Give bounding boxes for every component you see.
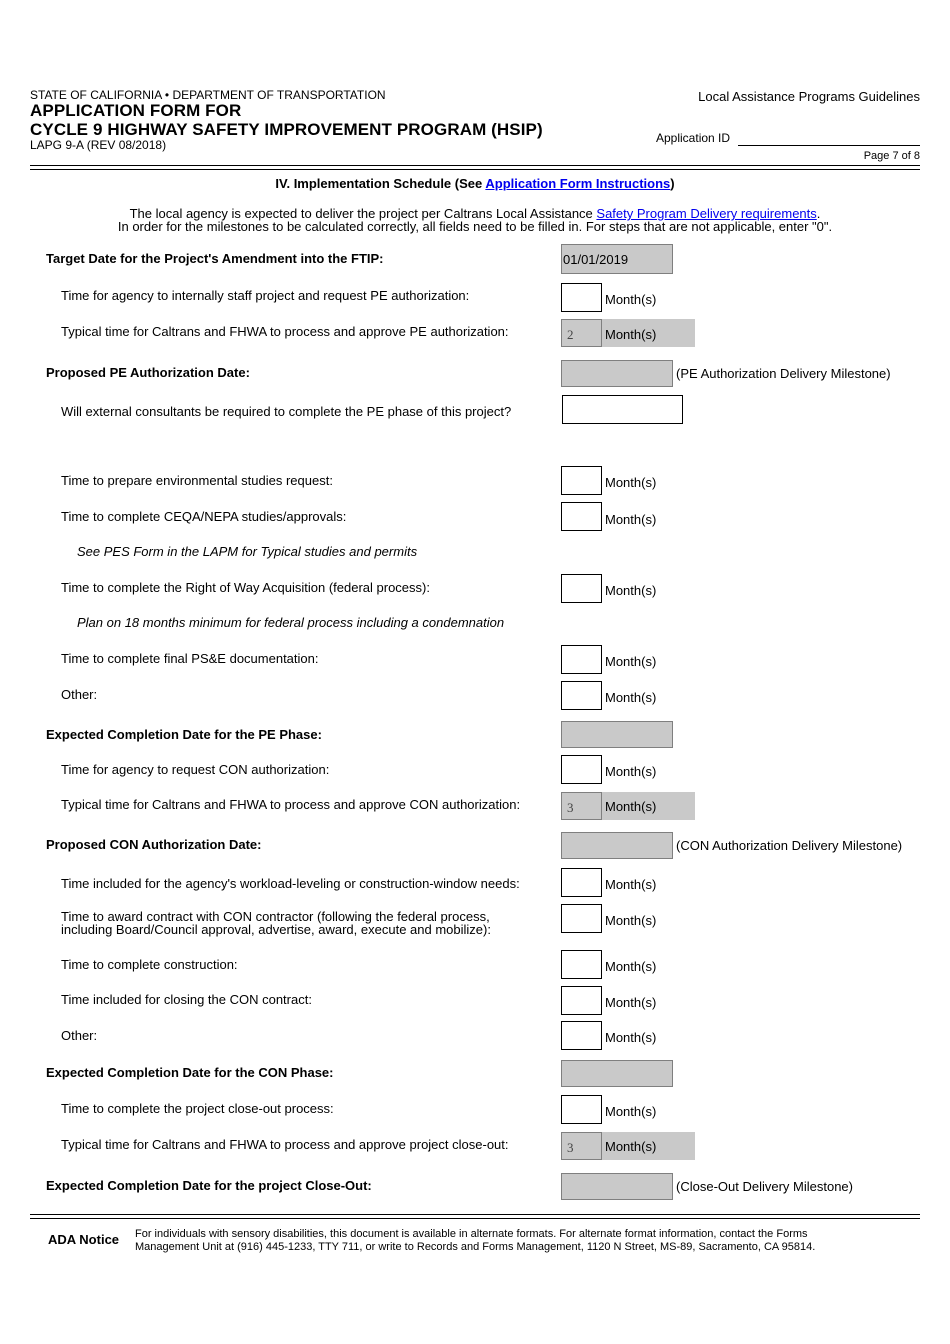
state-department-line: STATE OF CALIFORNIA • DEPARTMENT OF TRANSPORTATION: [30, 88, 386, 102]
intro-line2: In order for the milestones to be calculated correctly, all fields need to be filled in. For steps that are not applicable, enter "0".: [117, 219, 833, 234]
ceqa-input[interactable]: [561, 502, 602, 531]
form-code: LAPG 9-A (REV 08/2018): [30, 138, 167, 152]
ceqa-label: Time to complete CEQA/NEPA studies/approvals:: [61, 509, 347, 524]
award-label-line1: Time to award contract with CON contractor (following the federal process,: [61, 909, 490, 924]
application-id-input[interactable]: [738, 128, 920, 146]
staff-pe-unit: Month(s): [605, 292, 657, 307]
header-rule-bottom: [30, 169, 920, 170]
env-request-input[interactable]: [561, 466, 602, 495]
footer-rule-bottom: [30, 1218, 920, 1219]
row-acquisition-input[interactable]: [561, 574, 602, 603]
footer-rule-top: [30, 1214, 920, 1215]
closeout-process-unit: Month(s): [605, 1104, 657, 1119]
consultants-select[interactable]: [562, 395, 683, 424]
pes-note: See PES Form in the LAPM for Typical studies and permits: [77, 544, 418, 559]
row-acquisition-label: Time to complete the Right of Way Acquisition (federal process):: [61, 580, 430, 595]
intro-line1-period: .: [816, 206, 821, 221]
approve-closeout-unit: Month(s): [605, 1139, 657, 1154]
ceqa-unit: Month(s): [605, 512, 657, 527]
closeout-process-label: Time to complete the project close-out process:: [61, 1101, 334, 1116]
approve-con-label: Typical time for Caltrans and FHWA to process and approve CON authorization:: [61, 797, 521, 812]
pse-label: Time to complete final PS&E documentation:: [61, 651, 319, 666]
construction-unit: Month(s): [605, 959, 657, 974]
pse-input[interactable]: [561, 645, 602, 674]
pe-complete-field: [561, 721, 673, 748]
row-note: Plan on 18 months minimum for federal process including a condemnation: [77, 615, 505, 630]
closeout-milestone: (Close-Out Delivery Milestone): [676, 1179, 853, 1194]
other-pe-input[interactable]: [561, 681, 602, 710]
env-request-unit: Month(s): [605, 475, 657, 490]
closing-con-input[interactable]: [561, 986, 602, 1015]
award-label-line2: including Board/Council approval, advertise, award, execute and mobilize):: [61, 922, 491, 937]
con-complete-label: Expected Completion Date for the CON Phase:: [46, 1065, 334, 1080]
approve-pe-unit: Month(s): [605, 327, 657, 342]
ada-notice-title: ADA Notice: [48, 1232, 120, 1247]
section-title-prefix: IV. Implementation Schedule (See: [275, 176, 486, 191]
approve-con-value: 3: [567, 800, 574, 815]
con-auth-date-label: Proposed CON Authorization Date:: [46, 837, 262, 852]
award-input[interactable]: [561, 904, 602, 933]
other-con-label: Other:: [61, 1028, 98, 1043]
workload-label: Time included for the agency's workload-leveling or construction-window needs:: [61, 876, 520, 891]
delivery-requirements-link[interactable]: Safety Program Delivery requirements: [596, 206, 817, 221]
approve-closeout-field: [561, 1132, 602, 1160]
pe-auth-milestone: (PE Authorization Delivery Milestone): [676, 366, 891, 381]
con-complete-field: [561, 1060, 673, 1087]
con-auth-date-field: [561, 832, 673, 859]
pe-auth-date-field: [561, 360, 673, 387]
approve-closeout-label: Typical time for Caltrans and FHWA to process and approve project close-out:: [61, 1137, 509, 1152]
approve-con-field: [561, 792, 602, 820]
approve-con-unit: Month(s): [605, 799, 657, 814]
closing-con-label: Time included for closing the CON contract:: [61, 992, 312, 1007]
approve-pe-label: Typical time for Caltrans and FHWA to process and approve PE authorization:: [61, 324, 509, 339]
pe-auth-date-label: Proposed PE Authorization Date:: [46, 365, 250, 380]
workload-input[interactable]: [561, 868, 602, 897]
header-rule-top: [30, 165, 920, 166]
application-id-label: Application ID: [656, 131, 731, 145]
pse-unit: Month(s): [605, 654, 657, 669]
env-request-label: Time to prepare environmental studies request:: [61, 473, 333, 488]
award-unit: Month(s): [605, 913, 657, 928]
closing-con-unit: Month(s): [605, 995, 657, 1010]
other-pe-unit: Month(s): [605, 690, 657, 705]
target-date-field[interactable]: 01/01/2019: [561, 244, 673, 274]
approve-closeout-value: 3: [567, 1140, 574, 1155]
staff-pe-label: Time for agency to internally staff project and request PE authorization:: [61, 288, 470, 303]
pe-complete-label: Expected Completion Date for the PE Phase:: [46, 727, 322, 742]
ada-notice-line1: For individuals with sensory disabilities, this document is available in alternate formats. For alternate format information, contact the Forms: [135, 1228, 808, 1240]
other-con-input[interactable]: [561, 1021, 602, 1050]
construction-label: Time to complete construction:: [61, 957, 238, 972]
ada-notice-line2: Management Unit at (916) 445-1233, TTY 711, or write to Records and Forms Management, 1120 N Street, MS-89, Sacramento, CA 95814.: [135, 1241, 816, 1253]
form-title-line1: APPLICATION FORM FOR: [30, 101, 242, 120]
approve-pe-value: 2: [567, 327, 574, 342]
staff-pe-input[interactable]: [561, 283, 602, 312]
row-acquisition-unit: Month(s): [605, 583, 657, 598]
request-con-label: Time for agency to request CON authorization:: [61, 762, 330, 777]
form-title-line2: CYCLE 9 HIGHWAY SAFETY IMPROVEMENT PROGRAM (HSIP): [30, 120, 543, 139]
closeout-process-input[interactable]: [561, 1095, 602, 1124]
construction-input[interactable]: [561, 950, 602, 979]
page-number: Page 7 of 8: [863, 150, 920, 162]
intro-line1-text: The local agency is expected to deliver the project per Caltrans Local Assistance: [129, 206, 597, 221]
closeout-date-label: Expected Completion Date for the project Close-Out:: [46, 1178, 372, 1193]
closeout-date-field: [561, 1173, 673, 1200]
instructions-link[interactable]: Application Form Instructions: [485, 176, 671, 191]
other-pe-label: Other:: [61, 687, 98, 702]
approve-pe-field: [561, 319, 602, 347]
target-date-label: Target Date for the Project's Amendment into the FTIP:: [46, 251, 384, 266]
section-title: [0, 176, 950, 191]
request-con-input[interactable]: [561, 755, 602, 784]
consultants-label: Will external consultants be required to complete the PE phase of this project?: [61, 404, 512, 419]
con-auth-milestone: (CON Authorization Delivery Milestone): [676, 838, 903, 853]
request-con-unit: Month(s): [605, 764, 657, 779]
section-title-suffix: ): [670, 176, 675, 191]
workload-unit: Month(s): [605, 877, 657, 892]
guidelines-label: Local Assistance Programs Guidelines: [698, 89, 920, 104]
other-con-unit: Month(s): [605, 1030, 657, 1045]
